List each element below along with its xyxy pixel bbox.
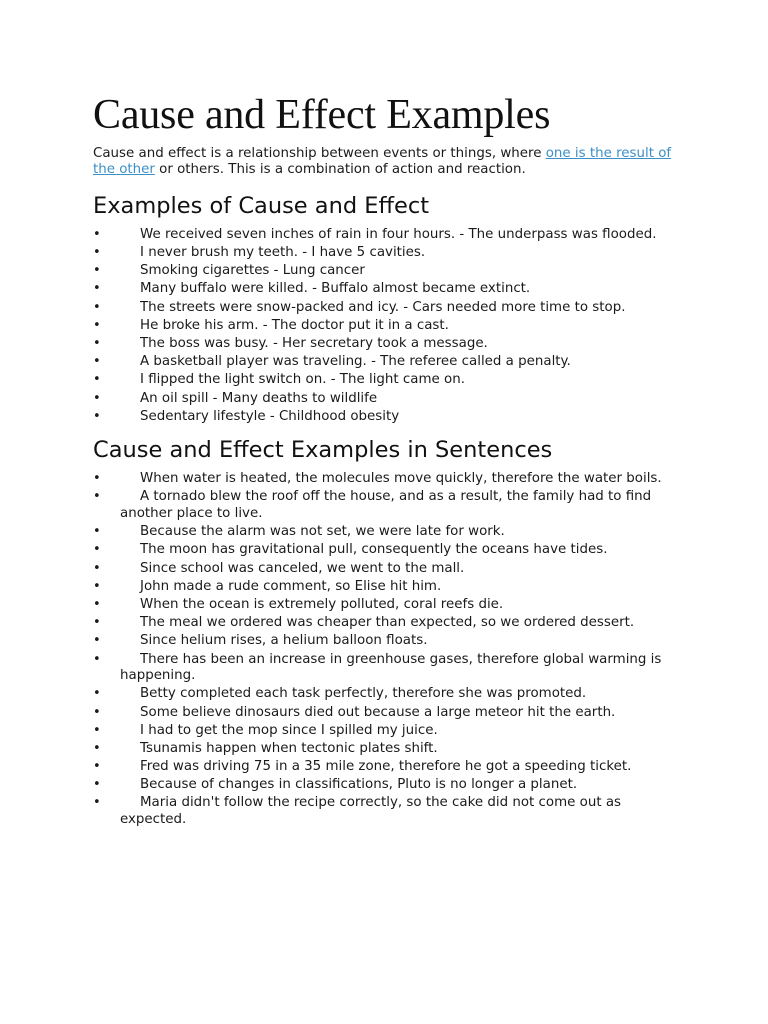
- list-item: [93, 686, 683, 703]
- bullet-icon: •: [93, 777, 101, 793]
- bullet-icon: •: [93, 390, 101, 406]
- list-item-text: The moon has gravitational pull, consequently the oceans have tides.: [140, 542, 608, 558]
- list-item-text: Maria didn't follow the recipe correctly, so the cake did not come out as expected.: [120, 795, 622, 828]
- bullet-icon: •: [93, 615, 101, 631]
- intro-text-after: or others. This is a combination of action and reaction.: [154, 162, 526, 178]
- list-item: [93, 561, 683, 578]
- list-item-text: A basketball player was traveling. - The referee called a penalty.: [140, 354, 571, 370]
- list-item: [93, 281, 683, 298]
- list-item-text: John made a rude comment, so Elise hit him.: [140, 578, 442, 594]
- list-item: [93, 705, 683, 722]
- list-item: [93, 391, 683, 408]
- document-page: [93, 88, 683, 830]
- bullet-icon: •: [93, 263, 101, 279]
- list-item-text: I never brush my teeth. - I have 5 cavities.: [140, 245, 426, 260]
- bullet-icon: •: [93, 686, 101, 702]
- section-sentences: [93, 435, 683, 828]
- list-item-text: The meal we ordered was cheaper than expected, so we ordered dessert.: [140, 615, 635, 631]
- bullet-icon: •: [93, 408, 101, 424]
- list-item-text: Some believe dinosaurs died out because a large meteor hit the earth.: [140, 704, 616, 720]
- list-item: [93, 615, 683, 632]
- list-item-text: Since helium rises, a helium balloon floats.: [140, 633, 428, 649]
- list-item-text: Sedentary lifestyle - Childhood obesity: [140, 408, 400, 424]
- bullet-icon: •: [93, 524, 101, 540]
- bullet-icon: •: [93, 489, 101, 505]
- list-item-text: I flipped the light switch on. - The light came on.: [140, 372, 465, 388]
- bullet-icon: •: [93, 317, 101, 333]
- list-item-text: We received seven inches of rain in four hours. - The underpass was flooded.: [140, 226, 657, 242]
- list-item: [93, 524, 683, 541]
- list-item-text: The boss was busy. - Her secretary took a message.: [140, 335, 488, 351]
- bullet-icon: •: [93, 245, 101, 260]
- list-item: [93, 227, 683, 244]
- list-item: [93, 263, 683, 280]
- list-item-text: When water is heated, the molecules move quickly, therefore the water boils.: [140, 471, 662, 487]
- bullet-icon: •: [93, 651, 101, 667]
- intro-paragraph: [93, 146, 683, 179]
- list-item: [93, 741, 683, 758]
- bullet-icon: •: [93, 795, 101, 811]
- bullet-icon: •: [93, 740, 101, 756]
- list-item-text: Betty completed each task perfectly, therefore she was promoted.: [140, 686, 587, 702]
- list-item-text: A tornado blew the roof off the house, and as a result, the family had to find another place to live.: [120, 489, 652, 522]
- list-item: [93, 777, 683, 794]
- list-item: [93, 597, 683, 614]
- bullet-icon: •: [93, 372, 101, 388]
- list-item-text: There has been an increase in greenhouse gases, therefore global warming is happening.: [120, 651, 662, 684]
- list-item: [93, 579, 683, 596]
- bullet-icon: •: [93, 597, 101, 612]
- section-heading-sentences: Cause and Effect Examples in Sentences: [93, 437, 553, 464]
- section-examples: [93, 191, 683, 425]
- list-item-text: An oil spill - Many deaths to wildlife: [140, 390, 378, 406]
- list-item-text: Because the alarm was not set, we were late for work.: [140, 524, 505, 540]
- list-item: [93, 652, 683, 685]
- list-item: [93, 633, 683, 650]
- bullet-icon: •: [93, 226, 101, 242]
- bullet-icon: •: [93, 722, 101, 738]
- bullet-icon: •: [93, 471, 101, 487]
- list-item-text: Because of changes in classifications, Pluto is no longer a planet.: [140, 777, 578, 793]
- list-item: [93, 372, 683, 389]
- result-link[interactable]: one is the result of the other: [93, 146, 672, 178]
- list-item-text: Tsunamis happen when tectonic plates shift.: [140, 740, 438, 756]
- list-item: [93, 542, 683, 559]
- bullet-icon: •: [93, 335, 101, 351]
- bullet-icon: •: [93, 560, 101, 576]
- list-item-text: He broke his arm. - The doctor put it in a cast.: [140, 317, 449, 333]
- bullet-icon: •: [93, 281, 101, 297]
- list-item-text: Many buffalo were killed. - Buffalo almost became extinct.: [140, 281, 531, 297]
- intro-text-before: Cause and effect is a relationship between events or things, where: [93, 146, 546, 161]
- bullet-icon: •: [93, 354, 101, 370]
- list-item: [93, 409, 683, 426]
- list-item: [93, 245, 683, 262]
- bullet-icon: •: [93, 542, 101, 558]
- list-item-text: I had to get the mop since I spilled my juice.: [140, 722, 438, 738]
- list-item: [93, 336, 683, 353]
- list-item: [93, 489, 683, 522]
- bullet-icon: •: [93, 299, 101, 315]
- page-title: Cause and Effect Examples: [93, 92, 551, 138]
- examples-list: [93, 227, 683, 425]
- list-item-text: Since school was canceled, we went to the mall.: [140, 560, 465, 576]
- list-item-text: When the ocean is extremely polluted, coral reefs die.: [140, 597, 504, 612]
- bullet-icon: •: [93, 633, 101, 649]
- bullet-icon: •: [93, 704, 101, 720]
- list-item: [93, 318, 683, 335]
- list-item: [93, 723, 683, 740]
- sentences-list: [93, 471, 683, 828]
- list-item: [93, 471, 683, 488]
- bullet-icon: •: [93, 759, 101, 775]
- list-item: [93, 795, 683, 828]
- section-heading-examples: Examples of Cause and Effect: [93, 192, 430, 219]
- list-item: [93, 354, 683, 371]
- bullet-icon: •: [93, 578, 101, 594]
- list-item-text: Fred was driving 75 in a 35 mile zone, therefore he got a speeding ticket.: [140, 759, 632, 775]
- list-item: [93, 759, 683, 776]
- list-item: [93, 300, 683, 317]
- list-item-text: Smoking cigarettes - Lung cancer: [140, 263, 365, 279]
- list-item-text: The streets were snow-packed and icy. - Cars needed more time to stop.: [140, 299, 626, 315]
